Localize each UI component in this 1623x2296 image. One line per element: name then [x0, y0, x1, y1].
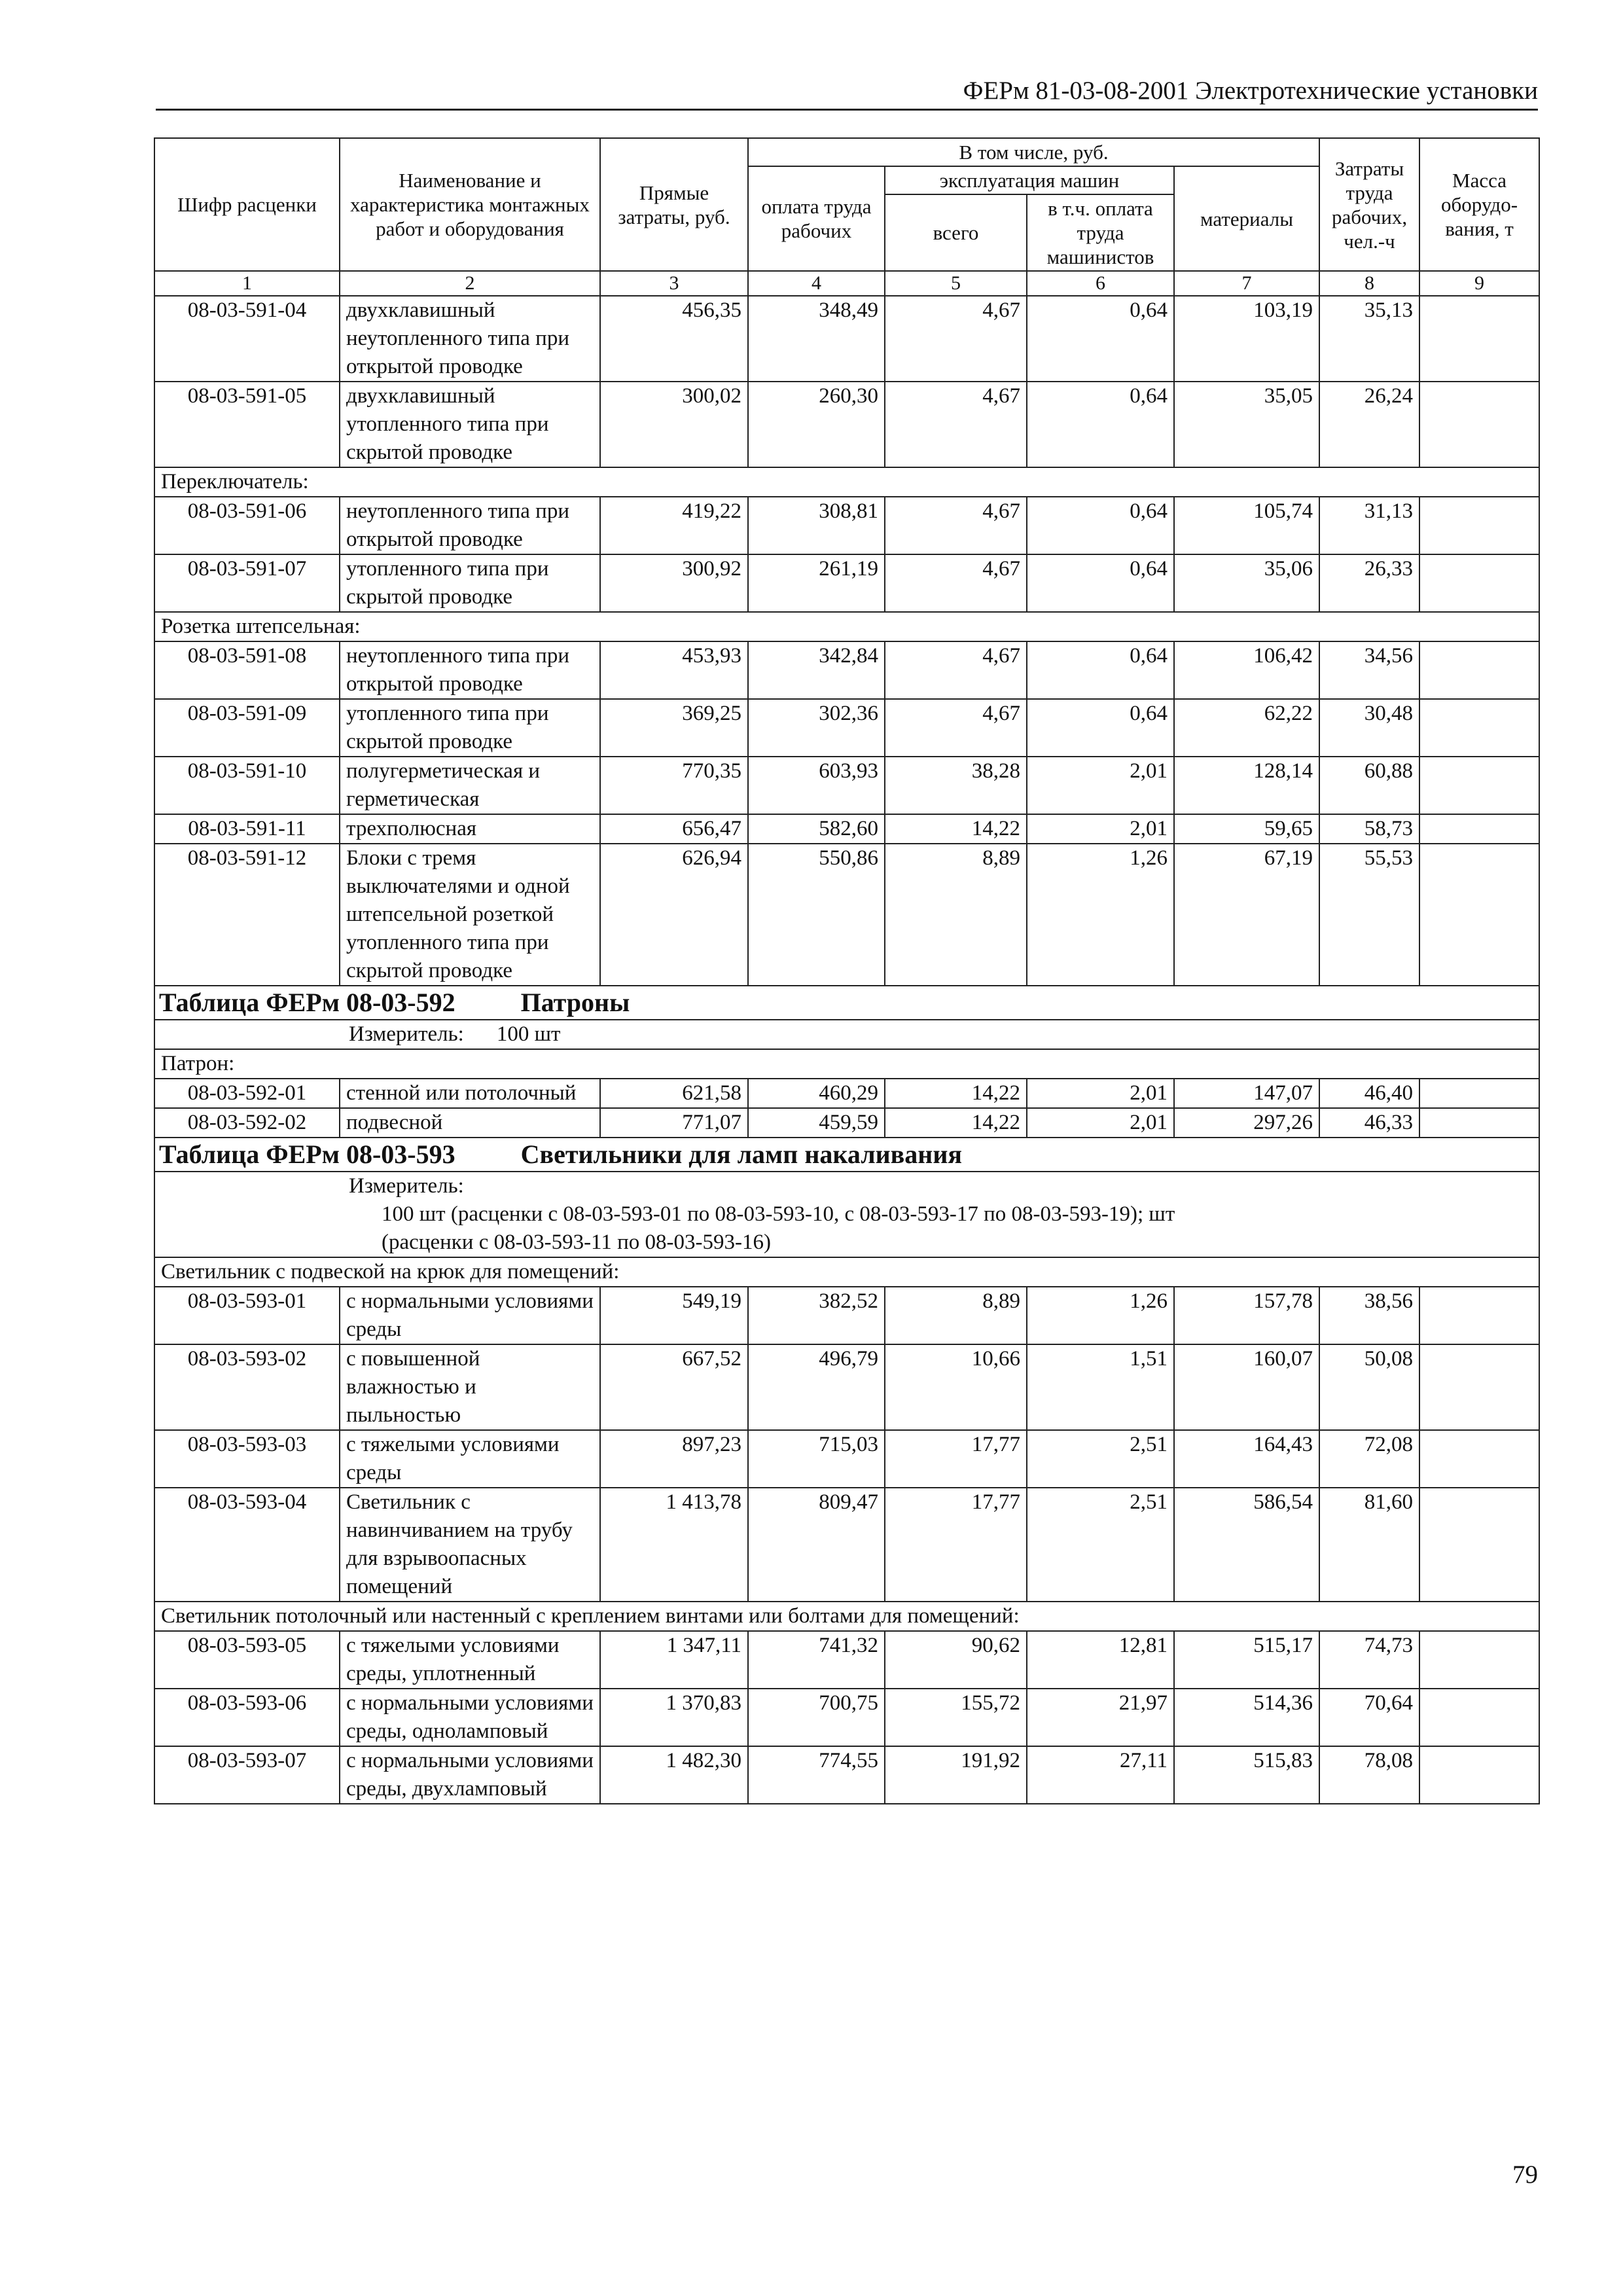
cell-machines-total: 38,28 — [885, 757, 1027, 814]
cell-code: 08-03-591-09 — [154, 699, 340, 757]
page-header: ФЕРм 81-03-08-2001 Электротехнические установки — [156, 73, 1538, 111]
cell-mass — [1419, 1344, 1539, 1430]
cell-direct-costs: 300,92 — [600, 554, 748, 612]
cell-wages: 308,81 — [748, 497, 885, 554]
cell-mass — [1419, 296, 1539, 382]
cell-mass — [1419, 1689, 1539, 1746]
column-numbers-row — [154, 271, 1539, 296]
cell-mass — [1419, 757, 1539, 814]
cell-machines-total: 17,77 — [885, 1488, 1027, 1602]
cell-machines-wages: 0,64 — [1027, 699, 1174, 757]
cell-wages: 603,93 — [748, 757, 885, 814]
cell-machines-total: 4,67 — [885, 497, 1027, 554]
cell-machines-total: 14,22 — [885, 1079, 1027, 1108]
table-row — [154, 1488, 1539, 1602]
cell-direct-costs: 1 370,83 — [600, 1689, 748, 1746]
cell-machines-wages: 0,64 — [1027, 296, 1174, 382]
col-machines-header: эксплуатация машин — [885, 166, 1174, 194]
cell-machines-total: 4,67 — [885, 296, 1027, 382]
column-number: 5 — [885, 271, 1027, 296]
cell-code: 08-03-591-04 — [154, 296, 340, 382]
group-row — [154, 1049, 1539, 1079]
cell-code: 08-03-593-01 — [154, 1287, 340, 1344]
cell-machines-wages: 0,64 — [1027, 641, 1174, 699]
cell-direct-costs: 453,93 — [600, 641, 748, 699]
cell-direct-costs: 621,58 — [600, 1079, 748, 1108]
cell-labor: 46,33 — [1319, 1108, 1419, 1138]
meter-value: 100 шт — [496, 1022, 561, 1046]
cell-machines-total: 8,89 — [885, 1287, 1027, 1344]
cell-name: с тяжелыми условиями среды, уплотненный — [340, 1631, 600, 1689]
cell-name: утопленного типа при скрытой проводке — [340, 699, 600, 757]
cell-materials: 515,83 — [1174, 1746, 1319, 1804]
cell-machines-wages: 27,11 — [1027, 1746, 1174, 1804]
cell-name: трехполюсная — [340, 814, 600, 844]
cell-direct-costs: 549,19 — [600, 1287, 748, 1344]
cell-mass — [1419, 699, 1539, 757]
cell-direct-costs: 770,35 — [600, 757, 748, 814]
col-name-header: Наименование и характеристика монтажных работ и оборудования — [340, 138, 600, 271]
table-row — [154, 641, 1539, 699]
cell-labor: 38,56 — [1319, 1287, 1419, 1344]
cell-name: с повышенной влажностью и пыльностью — [340, 1344, 600, 1430]
cell-machines-wages: 1,26 — [1027, 1287, 1174, 1344]
cell-code: 08-03-591-10 — [154, 757, 340, 814]
cell-name: подвесной — [340, 1108, 600, 1138]
cell-wages: 741,32 — [748, 1631, 885, 1689]
table-row — [154, 1108, 1539, 1138]
cell-wages: 809,47 — [748, 1488, 885, 1602]
meter-value: 100 шт (расценки с 08-03-593-01 по 08-03-593-10, с 08-03-593-17 по 08-03-593-19); шт — [382, 1202, 1175, 1226]
meter-row — [154, 1172, 1539, 1257]
cell-wages: 302,36 — [748, 699, 885, 757]
cell-machines-wages: 2,01 — [1027, 1079, 1174, 1108]
cell-direct-costs: 626,94 — [600, 844, 748, 986]
col-materials-header: материалы — [1174, 166, 1319, 271]
table-title-name: Патроны — [520, 988, 630, 1017]
column-number: 8 — [1319, 271, 1419, 296]
cell-machines-total: 4,67 — [885, 554, 1027, 612]
cell-machines-wages: 0,64 — [1027, 554, 1174, 612]
cell-materials: 164,43 — [1174, 1430, 1319, 1488]
table-row — [154, 1287, 1539, 1344]
cell-machines-total: 14,22 — [885, 814, 1027, 844]
cell-labor: 58,73 — [1319, 814, 1419, 844]
cell-materials: 297,26 — [1174, 1108, 1319, 1138]
cell-code: 08-03-591-08 — [154, 641, 340, 699]
column-number: 9 — [1419, 271, 1539, 296]
group-row — [154, 467, 1539, 497]
cell-machines-wages: 2,01 — [1027, 1108, 1174, 1138]
cell-machines-total: 17,77 — [885, 1430, 1027, 1488]
cell-materials: 586,54 — [1174, 1488, 1319, 1602]
cell-machines-total: 10,66 — [885, 1344, 1027, 1430]
cell-wages: 459,59 — [748, 1108, 885, 1138]
cell-machines-wages: 0,64 — [1027, 382, 1174, 467]
group-row — [154, 612, 1539, 641]
cell-mass — [1419, 1430, 1539, 1488]
cell-direct-costs: 771,07 — [600, 1108, 748, 1138]
cell-mass — [1419, 1488, 1539, 1602]
cell-labor: 26,33 — [1319, 554, 1419, 612]
table-header — [154, 138, 1539, 296]
cell-mass — [1419, 641, 1539, 699]
cell-name: стенной или потолочный — [340, 1079, 600, 1108]
cell-machines-wages: 21,97 — [1027, 1689, 1174, 1746]
table-row — [154, 1746, 1539, 1804]
cell-name: двухклавишный утопленного типа при скрытой проводке — [340, 382, 600, 467]
cell-labor: 30,48 — [1319, 699, 1419, 757]
cell-direct-costs: 897,23 — [600, 1430, 748, 1488]
cell-direct-costs: 1 347,11 — [600, 1631, 748, 1689]
cell-labor: 74,73 — [1319, 1631, 1419, 1689]
cell-name: Светильник с навинчиванием на трубу для взрывоопасных помещений — [340, 1488, 600, 1602]
table-title-row — [154, 1138, 1539, 1172]
cell-materials: 160,07 — [1174, 1344, 1319, 1430]
cell-materials: 157,78 — [1174, 1287, 1319, 1344]
col-wages-header: оплата труда рабочих — [748, 166, 885, 271]
cell-direct-costs: 1 482,30 — [600, 1746, 748, 1804]
cell-machines-total: 4,67 — [885, 699, 1027, 757]
cell-labor: 31,13 — [1319, 497, 1419, 554]
cell-wages: 382,52 — [748, 1287, 885, 1344]
column-number: 3 — [600, 271, 748, 296]
cell-labor: 72,08 — [1319, 1430, 1419, 1488]
table-row — [154, 1689, 1539, 1746]
group-label: Патрон: — [154, 1049, 1539, 1079]
cell-machines-total: 4,67 — [885, 641, 1027, 699]
table-row — [154, 814, 1539, 844]
cell-direct-costs: 667,52 — [600, 1344, 748, 1430]
cell-name: неутопленного типа при открытой проводке — [340, 641, 600, 699]
column-number: 6 — [1027, 271, 1174, 296]
table-title-row — [154, 986, 1539, 1020]
cell-labor: 70,64 — [1319, 1689, 1419, 1746]
col-code-header: Шифр расценки — [154, 138, 340, 271]
column-number: 2 — [340, 271, 600, 296]
cell-machines-total: 14,22 — [885, 1108, 1027, 1138]
cell-machines-wages: 0,64 — [1027, 497, 1174, 554]
cell-labor: 34,56 — [1319, 641, 1419, 699]
cell-machines-total: 4,67 — [885, 382, 1027, 467]
cell-code: 08-03-591-12 — [154, 844, 340, 986]
cell-materials: 62,22 — [1174, 699, 1319, 757]
cell-code: 08-03-593-06 — [154, 1689, 340, 1746]
meter — [154, 1020, 1539, 1049]
group-label: Розетка штепсельная: — [154, 612, 1539, 641]
group-row — [154, 1602, 1539, 1631]
cell-code: 08-03-591-07 — [154, 554, 340, 612]
col-machines-wages-header: в т.ч. оплата труда машинистов — [1027, 194, 1174, 271]
meter-label: Измеритель: — [349, 1022, 464, 1046]
table-row — [154, 1631, 1539, 1689]
cell-name: двухклавишный неутопленного типа при открытой проводке — [340, 296, 600, 382]
price-table — [154, 137, 1540, 1804]
table-title-code: Таблица ФЕРм 08-03-592 — [159, 988, 455, 1017]
cell-mass — [1419, 1079, 1539, 1108]
cell-labor: 55,53 — [1319, 844, 1419, 986]
cell-direct-costs: 369,25 — [600, 699, 748, 757]
cell-machines-wages: 2,01 — [1027, 757, 1174, 814]
cell-direct-costs: 656,47 — [600, 814, 748, 844]
group-row — [154, 1257, 1539, 1287]
cell-machines-wages: 2,51 — [1027, 1488, 1174, 1602]
cell-machines-wages: 2,51 — [1027, 1430, 1174, 1488]
cell-labor: 60,88 — [1319, 757, 1419, 814]
column-number: 1 — [154, 271, 340, 296]
cell-code: 08-03-593-05 — [154, 1631, 340, 1689]
cell-direct-costs: 456,35 — [600, 296, 748, 382]
cell-name: с тяжелыми условиями среды — [340, 1430, 600, 1488]
table-row — [154, 296, 1539, 382]
table-row — [154, 497, 1539, 554]
cell-labor: 26,24 — [1319, 382, 1419, 467]
cell-mass — [1419, 844, 1539, 986]
cell-mass — [1419, 1746, 1539, 1804]
cell-labor: 81,60 — [1319, 1488, 1419, 1602]
cell-wages: 348,49 — [748, 296, 885, 382]
cell-labor: 50,08 — [1319, 1344, 1419, 1430]
cell-machines-total: 90,62 — [885, 1631, 1027, 1689]
table-title-name: Светильники для ламп накаливания — [520, 1139, 963, 1169]
cell-code: 08-03-591-05 — [154, 382, 340, 467]
cell-mass — [1419, 1108, 1539, 1138]
cell-mass — [1419, 1287, 1539, 1344]
table-title — [154, 1138, 1539, 1172]
cell-wages: 496,79 — [748, 1344, 885, 1430]
cell-mass — [1419, 1631, 1539, 1689]
cell-code: 08-03-593-07 — [154, 1746, 340, 1804]
table-title-code: Таблица ФЕРм 08-03-593 — [159, 1139, 455, 1169]
cell-mass — [1419, 554, 1539, 612]
cell-direct-costs: 300,02 — [600, 382, 748, 467]
table-row — [154, 699, 1539, 757]
cell-machines-wages: 12,81 — [1027, 1631, 1174, 1689]
cell-name: полугерметическая и герметическая — [340, 757, 600, 814]
cell-machines-total: 8,89 — [885, 844, 1027, 986]
cell-name: с нормальными условиями среды — [340, 1287, 600, 1344]
cell-code: 08-03-593-02 — [154, 1344, 340, 1430]
col-mass-header: Масса оборудо-вания, т — [1419, 138, 1539, 271]
cell-machines-total: 155,72 — [885, 1689, 1027, 1746]
cell-name: с нормальными условиями среды, одноламповый — [340, 1689, 600, 1746]
cell-materials: 147,07 — [1174, 1079, 1319, 1108]
table-row — [154, 554, 1539, 612]
cell-labor: 78,08 — [1319, 1746, 1419, 1804]
group-label: Светильник потолочный или настенный с креплением винтами или болтами для помещений: — [154, 1602, 1539, 1631]
cell-materials: 514,36 — [1174, 1689, 1319, 1746]
group-label: Переключатель: — [154, 467, 1539, 497]
cell-code: 08-03-591-06 — [154, 497, 340, 554]
cell-materials: 106,42 — [1174, 641, 1319, 699]
cell-mass — [1419, 497, 1539, 554]
table-row — [154, 757, 1539, 814]
cell-name: с нормальными условиями среды, двухламповый — [340, 1746, 600, 1804]
cell-wages: 460,29 — [748, 1079, 885, 1108]
table-row — [154, 1079, 1539, 1108]
cell-wages: 342,84 — [748, 641, 885, 699]
cell-code: 08-03-592-01 — [154, 1079, 340, 1108]
cell-wages: 715,03 — [748, 1430, 885, 1488]
cell-direct-costs: 419,22 — [600, 497, 748, 554]
cell-materials: 59,65 — [1174, 814, 1319, 844]
cell-labor: 35,13 — [1319, 296, 1419, 382]
cell-mass — [1419, 814, 1539, 844]
meter-row — [154, 1020, 1539, 1049]
col-labor-header: Затраты труда рабочих, чел.-ч — [1319, 138, 1419, 271]
cell-code: 08-03-592-02 — [154, 1108, 340, 1138]
table-row — [154, 1344, 1539, 1430]
cell-wages: 550,86 — [748, 844, 885, 986]
cell-code: 08-03-591-11 — [154, 814, 340, 844]
table-row — [154, 1430, 1539, 1488]
cell-labor: 46,40 — [1319, 1079, 1419, 1108]
cell-name: утопленного типа при скрытой проводке — [340, 554, 600, 612]
cell-materials: 515,17 — [1174, 1631, 1319, 1689]
page-number: 79 — [1512, 2161, 1538, 2189]
cell-mass — [1419, 382, 1539, 467]
column-number: 4 — [748, 271, 885, 296]
col-direct-header: Прямые затраты, руб. — [600, 138, 748, 271]
cell-machines-wages: 2,01 — [1027, 814, 1174, 844]
cell-wages: 582,60 — [748, 814, 885, 844]
table-row — [154, 844, 1539, 986]
cell-code: 08-03-593-03 — [154, 1430, 340, 1488]
cell-materials: 128,14 — [1174, 757, 1319, 814]
cell-materials: 103,19 — [1174, 296, 1319, 382]
cell-name: Блоки с тремя выключателями и одной штепсельной розеткой утопленного типа при скрытой проводке — [340, 844, 600, 986]
cell-materials: 67,19 — [1174, 844, 1319, 986]
meter-value-cont: (расценки с 08-03-593-11 по 08-03-593-16) — [382, 1230, 771, 1254]
table-body — [154, 296, 1539, 1804]
group-label: Светильник с подвеской на крюк для помещений: — [154, 1257, 1539, 1287]
column-number: 7 — [1174, 271, 1319, 296]
col-machines-total-header: всего — [885, 194, 1027, 271]
table-title — [154, 986, 1539, 1020]
cell-materials: 35,06 — [1174, 554, 1319, 612]
cell-machines-wages: 1,51 — [1027, 1344, 1174, 1430]
cell-machines-wages: 1,26 — [1027, 844, 1174, 986]
cell-materials: 35,05 — [1174, 382, 1319, 467]
cell-materials: 105,74 — [1174, 497, 1319, 554]
cell-wages: 700,75 — [748, 1689, 885, 1746]
meter — [154, 1172, 1539, 1257]
cell-wages: 261,19 — [748, 554, 885, 612]
meter-label: Измеритель: — [349, 1174, 464, 1198]
table-row — [154, 382, 1539, 467]
col-including-header: В том числе, руб. — [748, 138, 1319, 166]
cell-code: 08-03-593-04 — [154, 1488, 340, 1602]
cell-direct-costs: 1 413,78 — [600, 1488, 748, 1602]
cell-name: неутопленного типа при открытой проводке — [340, 497, 600, 554]
cell-machines-total: 191,92 — [885, 1746, 1027, 1804]
cell-wages: 260,30 — [748, 382, 885, 467]
cell-wages: 774,55 — [748, 1746, 885, 1804]
